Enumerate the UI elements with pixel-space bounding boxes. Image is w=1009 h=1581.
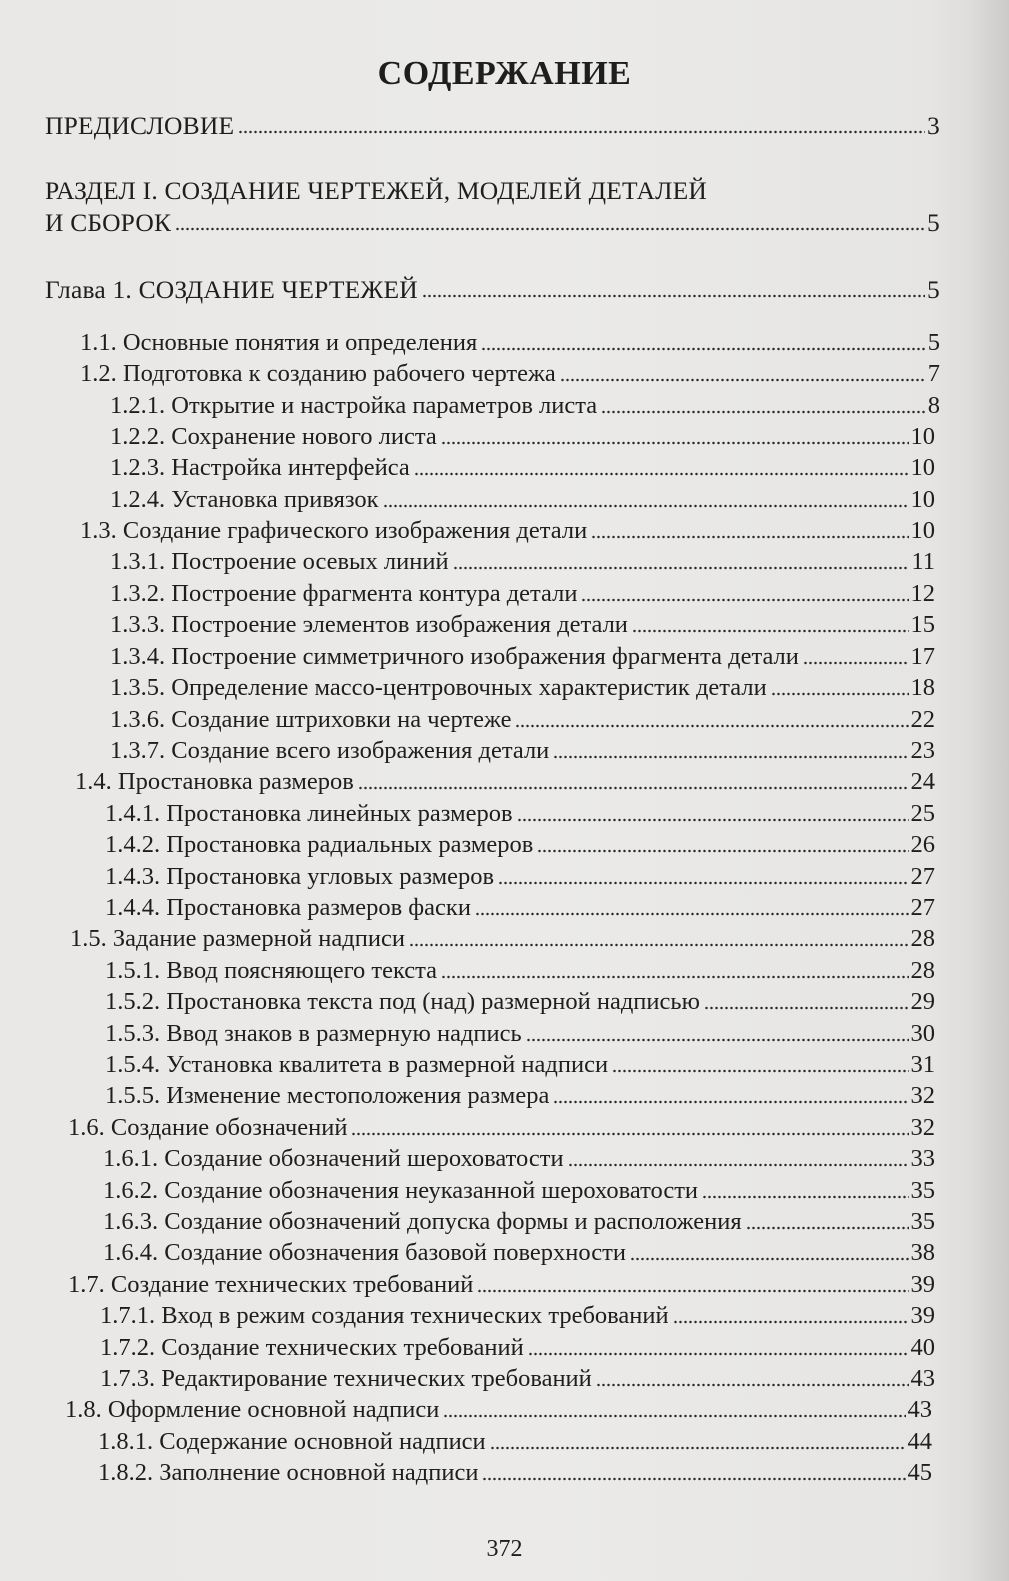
dot-leader bbox=[702, 1194, 908, 1200]
toc-entry-title: 1.3.6. Создание штриховки на чертеже bbox=[110, 706, 512, 733]
toc-entry-title: 1.3.4. Построение симметричного изображения фрагмента детали bbox=[110, 643, 799, 670]
toc-entry-title: 1.6.1. Создание обозначений шероховатости bbox=[103, 1145, 564, 1172]
toc-entry-page: 3 bbox=[927, 111, 940, 140]
toc-entry-page: 25 bbox=[910, 800, 935, 827]
toc-entry bbox=[80, 327, 940, 359]
toc-entry-page: 12 bbox=[910, 580, 935, 607]
toc-entry-title: 1.7.1. Вход в режим создания технических требований bbox=[100, 1302, 669, 1329]
dot-leader bbox=[477, 1288, 908, 1294]
toc-entry bbox=[100, 1332, 935, 1364]
toc-entry bbox=[100, 1300, 935, 1332]
toc-entry bbox=[100, 1363, 935, 1395]
toc-entry bbox=[105, 986, 935, 1018]
toc-entry-title: 1.5.4. Установка квалитета в размерной надписи bbox=[105, 1051, 609, 1078]
toc-entry bbox=[103, 1175, 935, 1207]
dot-leader bbox=[596, 1382, 909, 1388]
toc-entry bbox=[110, 735, 935, 767]
toc-entry-title: 1.3. Создание графического изображения детали bbox=[80, 517, 588, 544]
toc-entry-page: 5 bbox=[927, 275, 940, 304]
toc-entry bbox=[103, 1143, 935, 1175]
toc-entry-title: 1.5.1. Ввод поясняющего текста bbox=[105, 957, 438, 984]
dot-leader bbox=[490, 1445, 906, 1451]
toc-entry bbox=[110, 609, 935, 641]
toc-entry bbox=[65, 1394, 932, 1426]
toc-entry-page: 43 bbox=[907, 1396, 932, 1423]
dot-leader bbox=[560, 377, 926, 383]
toc-entry bbox=[110, 641, 935, 673]
toc-entry bbox=[103, 1237, 935, 1269]
toc-entry-title: 1.4.2. Простановка радиальных размеров bbox=[105, 831, 534, 858]
toc-entry-page: 35 bbox=[910, 1177, 935, 1204]
toc-entry bbox=[103, 1206, 935, 1238]
dot-leader bbox=[481, 346, 926, 352]
toc-entry bbox=[110, 484, 935, 516]
dot-leader bbox=[632, 628, 909, 634]
toc-entry bbox=[105, 892, 935, 924]
toc-entry bbox=[80, 358, 940, 390]
toc-entry-title: 1.8. Оформление основной надписи bbox=[65, 1396, 440, 1423]
toc-entry-page: 44 bbox=[907, 1428, 932, 1455]
toc-entry-title: РАЗДЕЛ I. СОЗДАНИЕ ЧЕРТЕЖЕЙ, МОДЕЛЕЙ ДЕТАЛЕЙ bbox=[45, 176, 707, 205]
dot-leader bbox=[771, 691, 909, 697]
toc-entry-page: 22 bbox=[910, 706, 935, 733]
toc-entry-title: 1.6.2. Создание обозначения неуказанной шероховатости bbox=[103, 1177, 699, 1204]
toc-entry-page: 8 bbox=[927, 392, 940, 419]
toc-entry-title: Глава 1. СОЗДАНИЕ ЧЕРТЕЖЕЙ bbox=[45, 275, 418, 304]
toc-entry-title: 1.3.7. Создание всего изображения детали bbox=[110, 737, 550, 764]
toc-entry-title: 1.7.3. Редактирование технических требований bbox=[100, 1365, 592, 1392]
toc-entry-title: 1.8.1. Содержание основной надписи bbox=[98, 1428, 486, 1455]
toc-entry-title: 1.2.1. Открытие и настройка параметров листа bbox=[110, 392, 598, 419]
toc-entry bbox=[110, 704, 935, 736]
dot-leader bbox=[704, 1005, 909, 1011]
toc-entry bbox=[70, 923, 935, 955]
toc-entry-title: 1.1. Основные понятия и определения bbox=[80, 329, 478, 356]
toc-entry-title: ПРЕДИСЛОВИЕ bbox=[45, 111, 235, 140]
toc-entry bbox=[110, 421, 935, 453]
toc-entry-title: 1.4.4. Простановка размеров фаски bbox=[105, 894, 471, 921]
dot-leader bbox=[238, 129, 925, 135]
toc-entry-title: 1.5. Задание размерной надписи bbox=[70, 925, 405, 952]
toc-entry bbox=[75, 766, 935, 798]
dot-leader bbox=[351, 1131, 908, 1137]
toc-entry bbox=[68, 1269, 935, 1301]
page-spine-shadow bbox=[969, 0, 1009, 1581]
dot-leader bbox=[803, 660, 909, 666]
toc-entry bbox=[105, 861, 935, 893]
toc-entry-page: 35 bbox=[910, 1208, 935, 1235]
toc-entry-page: 43 bbox=[910, 1365, 935, 1392]
dot-leader bbox=[453, 565, 910, 571]
toc-entry-page: 33 bbox=[910, 1145, 935, 1172]
toc-entry bbox=[105, 1018, 935, 1050]
toc-entry-page: 32 bbox=[910, 1114, 935, 1141]
toc-entry-title: 1.5.5. Изменение местоположения размера bbox=[105, 1082, 550, 1109]
dot-leader bbox=[409, 942, 909, 948]
toc-entry-title: 1.4.1. Простановка линейных размеров bbox=[105, 800, 513, 827]
toc-entry-page: 45 bbox=[907, 1459, 932, 1486]
dot-leader bbox=[528, 1351, 909, 1357]
toc-entry-title: 1.3.1. Построение осевых линий bbox=[110, 548, 449, 575]
dot-leader bbox=[414, 471, 909, 477]
toc-entry bbox=[45, 274, 940, 306]
toc-entry bbox=[98, 1457, 932, 1489]
toc-entry-page: 39 bbox=[910, 1302, 935, 1329]
toc-entry-title: 1.5.3. Ввод знаков в размерную надпись bbox=[105, 1020, 522, 1047]
toc-entry-page: 15 bbox=[910, 611, 935, 638]
dot-leader bbox=[475, 911, 909, 917]
toc-entry-title: 1.2.3. Настройка интерфейса bbox=[110, 454, 410, 481]
dot-leader bbox=[422, 293, 925, 299]
toc-entry-page: 28 bbox=[910, 957, 935, 984]
toc-entry-title: 1.3.3. Построение элементов изображения детали bbox=[110, 611, 628, 638]
toc-entry bbox=[105, 798, 935, 830]
toc-entry-page: 11 bbox=[911, 548, 935, 575]
toc-entry-page: 10 bbox=[910, 454, 935, 481]
toc-entry-page: 7 bbox=[927, 360, 940, 387]
dot-leader bbox=[537, 848, 908, 854]
toc-entry-page: 38 bbox=[910, 1239, 935, 1266]
dot-leader bbox=[581, 597, 908, 603]
toc-entry bbox=[110, 578, 935, 610]
toc-entry bbox=[45, 207, 940, 239]
toc-entry-title: 1.7.2. Создание технических требований bbox=[100, 1334, 524, 1361]
dot-leader bbox=[630, 1256, 909, 1262]
toc-entry-page: 24 bbox=[910, 768, 935, 795]
toc-entry-title: 1.6.4. Создание обозначения базовой поверхности bbox=[103, 1239, 626, 1266]
toc-entry bbox=[80, 515, 935, 547]
dot-leader bbox=[515, 723, 908, 729]
toc-entry bbox=[110, 672, 935, 704]
toc-entry-page: 5 bbox=[927, 329, 940, 356]
dot-leader bbox=[441, 440, 909, 446]
toc-entry bbox=[105, 1080, 935, 1112]
toc-entry bbox=[110, 546, 935, 578]
toc-entry-title: 1.6.3. Создание обозначений допуска формы и расположения bbox=[103, 1208, 742, 1235]
toc-entry-page: 27 bbox=[910, 894, 935, 921]
toc-entry-page: 17 bbox=[910, 643, 935, 670]
toc-entry bbox=[45, 175, 707, 207]
dot-leader bbox=[517, 817, 909, 823]
dot-leader bbox=[591, 534, 908, 540]
toc-entry-page: 26 bbox=[910, 831, 935, 858]
toc-entry-title: 1.8.2. Заполнение основной надписи bbox=[98, 1459, 479, 1486]
toc-entry-title: 1.6. Создание обозначений bbox=[68, 1114, 348, 1141]
dot-leader bbox=[553, 754, 908, 760]
toc-entry bbox=[105, 1049, 935, 1081]
toc-entry-page: 10 bbox=[910, 486, 935, 513]
dot-leader bbox=[746, 1225, 909, 1231]
dot-leader bbox=[175, 226, 925, 232]
toc-entry-page: 18 bbox=[910, 674, 935, 701]
toc-entry-title: 1.3.2. Построение фрагмента контура детали bbox=[110, 580, 578, 607]
toc-entry-title: 1.4. Простановка размеров bbox=[75, 768, 354, 795]
toc-entry-page: 32 bbox=[910, 1082, 935, 1109]
toc-entry-page: 10 bbox=[910, 517, 935, 544]
dot-leader bbox=[601, 409, 926, 415]
dot-leader bbox=[441, 974, 908, 980]
dot-leader bbox=[358, 785, 909, 791]
dot-leader bbox=[673, 1319, 909, 1325]
dot-leader bbox=[383, 503, 909, 509]
toc-entry-page: 23 bbox=[910, 737, 935, 764]
toc-entry-page: 10 bbox=[910, 423, 935, 450]
toc-entry-title: 1.5.2. Простановка текста под (над) размерной надписью bbox=[105, 988, 700, 1015]
toc-entry-page: 30 bbox=[910, 1020, 935, 1047]
dot-leader bbox=[553, 1099, 908, 1105]
toc-entry-title: И СБОРОК bbox=[45, 208, 172, 237]
toc-entry-page: 28 bbox=[910, 925, 935, 952]
page-number: 372 bbox=[486, 1536, 523, 1562]
toc-entry bbox=[110, 452, 935, 484]
dot-leader bbox=[612, 1068, 908, 1074]
toc-entry bbox=[105, 829, 935, 861]
toc-entry-page: 29 bbox=[910, 988, 935, 1015]
toc-entry bbox=[45, 110, 940, 142]
toc-entry-title: 1.3.5. Определение массо-центровочных характеристик детали bbox=[110, 674, 767, 701]
toc-title: СОДЕРЖАНИЕ bbox=[377, 55, 632, 92]
toc-entry-title: 1.4.3. Простановка угловых размеров bbox=[105, 863, 495, 890]
toc-entry bbox=[68, 1112, 935, 1144]
toc-entry-page: 40 bbox=[910, 1334, 935, 1361]
toc-entry bbox=[105, 955, 935, 987]
toc-entry bbox=[98, 1426, 932, 1458]
dot-leader bbox=[498, 880, 908, 886]
toc-entry-title: 1.2.2. Сохранение нового листа bbox=[110, 423, 437, 450]
dot-leader bbox=[568, 1162, 909, 1168]
toc-entry-page: 27 bbox=[910, 863, 935, 890]
toc-entry-page: 39 bbox=[910, 1271, 935, 1298]
toc-entry-title: 1.2.4. Установка привязок bbox=[110, 486, 379, 513]
toc-entry-page: 5 bbox=[927, 208, 940, 237]
toc-entry-title: 1.7. Создание технических требований bbox=[68, 1271, 474, 1298]
dot-leader bbox=[482, 1476, 905, 1482]
dot-leader bbox=[526, 1037, 909, 1043]
dot-leader bbox=[443, 1413, 905, 1419]
toc-entry-title: 1.2. Подготовка к созданию рабочего чертежа bbox=[80, 360, 556, 387]
toc-entry bbox=[110, 390, 940, 422]
toc-entry-page: 31 bbox=[910, 1051, 935, 1078]
